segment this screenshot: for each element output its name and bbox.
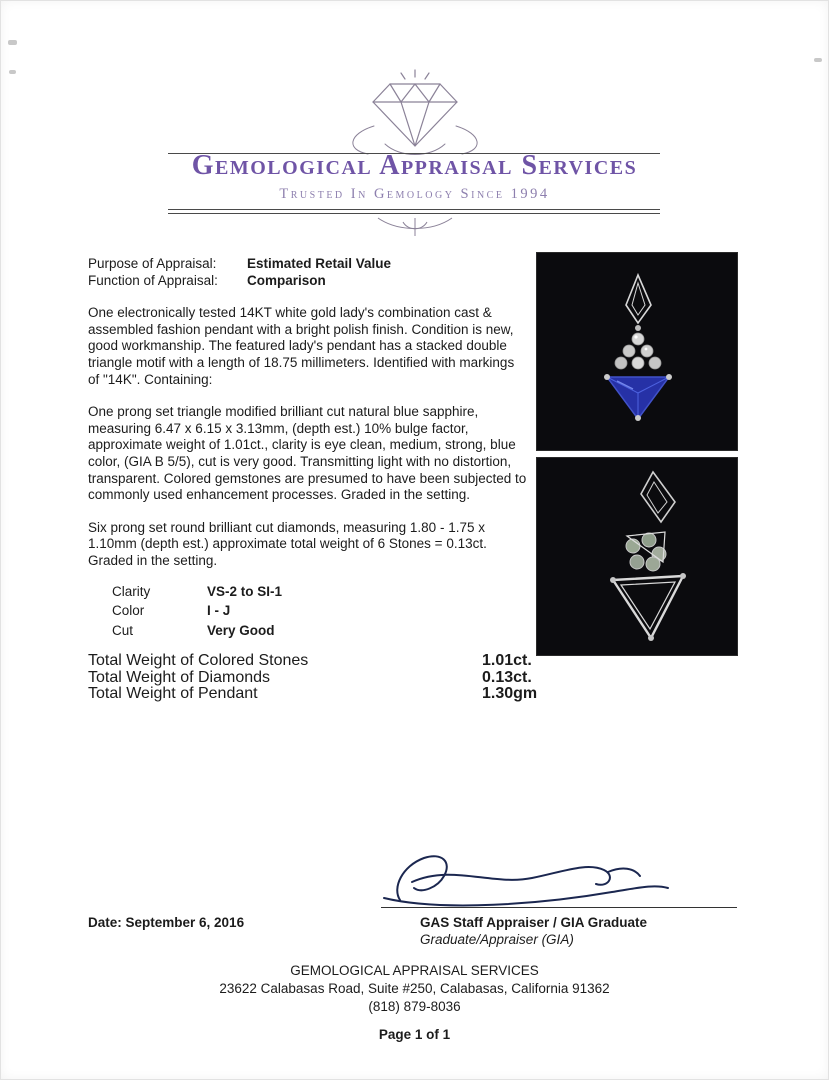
total-colored-stones-label: Total Weight of Colored Stones	[88, 652, 309, 669]
footer-company: GEMOLOGICAL APPRAISAL SERVICES	[290, 963, 539, 978]
flourish-ornament-icon	[370, 214, 460, 240]
appraisal-date: Date: September 6, 2016	[88, 915, 245, 930]
scan-artifact	[9, 70, 16, 74]
description-paragraph-1: One electronically tested 14KT white gold lady's combination cast & assembled fashion pendant with a bright polish finish. Condition is new, good workmanship. The featured lady's pendant has a stacked double triangle motif with a length of 18.75 millimeters. Identified with markings of "14K". Containing:	[88, 305, 515, 387]
total-pendant-label: Total Weight of Pendant	[88, 685, 258, 702]
grade-row-cut	[112, 623, 528, 640]
color-label: Color	[112, 603, 145, 619]
signer-title: GAS Staff Appraiser / GIA Graduate	[420, 915, 648, 930]
purpose-row	[88, 256, 528, 273]
description-paragraph-3: Six prong set round brilliant cut diamonds, measuring 1.80 - 1.75 x 1.10mm (depth est.) approximate total weight of 6 Stones = 0.13ct. Graded in the setting.	[88, 519, 487, 568]
page-number: Page 1 of 1	[378, 1026, 451, 1042]
total-diamonds-label: Total Weight of Diamonds	[88, 668, 271, 686]
color-value: I - J	[207, 603, 231, 619]
grade-row-color	[112, 603, 528, 620]
total-colored-stones-value: 1.01ct.	[482, 652, 532, 669]
total-pendant-value: 1.30gm	[482, 685, 538, 702]
function-value: Comparison	[247, 272, 326, 288]
pendant-photo-back	[537, 458, 737, 655]
diamond-logo-icon	[340, 66, 490, 158]
weight-totals	[88, 652, 558, 702]
signer-block	[420, 915, 647, 947]
purpose-value: Estimated Retail Value	[247, 256, 392, 271]
total-row-diamonds	[88, 669, 558, 686]
purpose-label: Purpose of Appraisal:	[88, 256, 217, 271]
clarity-label: Clarity	[112, 583, 151, 599]
clarity-value: VS-2 to SI-1	[207, 583, 283, 599]
total-row-colored-stones	[88, 652, 558, 669]
company-tagline: Trusted In Gemology Since 1994	[279, 186, 550, 202]
header-rule-bottom-1	[168, 209, 660, 210]
scan-artifact	[8, 40, 17, 45]
signature-line	[381, 907, 737, 908]
function-label: Function of Appraisal:	[88, 272, 218, 288]
footer	[0, 962, 829, 1044]
appraisal-body	[88, 256, 528, 642]
cut-label: Cut	[112, 622, 134, 638]
grade-row-clarity	[112, 584, 528, 601]
description-paragraph-2: One prong set triangle modified brilliant cut natural blue sapphire, measuring 6.47 x 6.15 x 3.13mm, (depth est.) 10% bulge factor, approximate weight of 1.01ct., clarity is eye clean, medium, strong, blue color, (GIA B 5/5), cut is very good. Transmitting light with no distortion, transparent. Colored gemstones are presumed to have been subjected to commonly used enhancement processes. Graded in the setting.	[88, 404, 527, 503]
signer-subtitle: Graduate/Appraiser (GIA)	[420, 932, 574, 947]
scan-artifact	[814, 58, 822, 62]
total-row-pendant	[88, 685, 558, 702]
total-diamonds-value: 0.13ct.	[482, 668, 532, 686]
appraiser-signature	[372, 838, 702, 916]
cut-value: Very Good	[207, 622, 275, 638]
pendant-front-illustration	[537, 253, 737, 450]
pendant-photo-front	[537, 253, 737, 450]
function-row	[88, 273, 528, 290]
diamond-grades-table	[112, 584, 528, 640]
footer-phone: (818) 879-8036	[368, 999, 461, 1015]
footer-address: 23622 Calabasas Road, Suite #250, Calabasas, California 91362	[219, 981, 610, 997]
pendant-back-illustration	[537, 458, 737, 655]
company-name: Gemological Appraisal Services	[191, 150, 638, 181]
